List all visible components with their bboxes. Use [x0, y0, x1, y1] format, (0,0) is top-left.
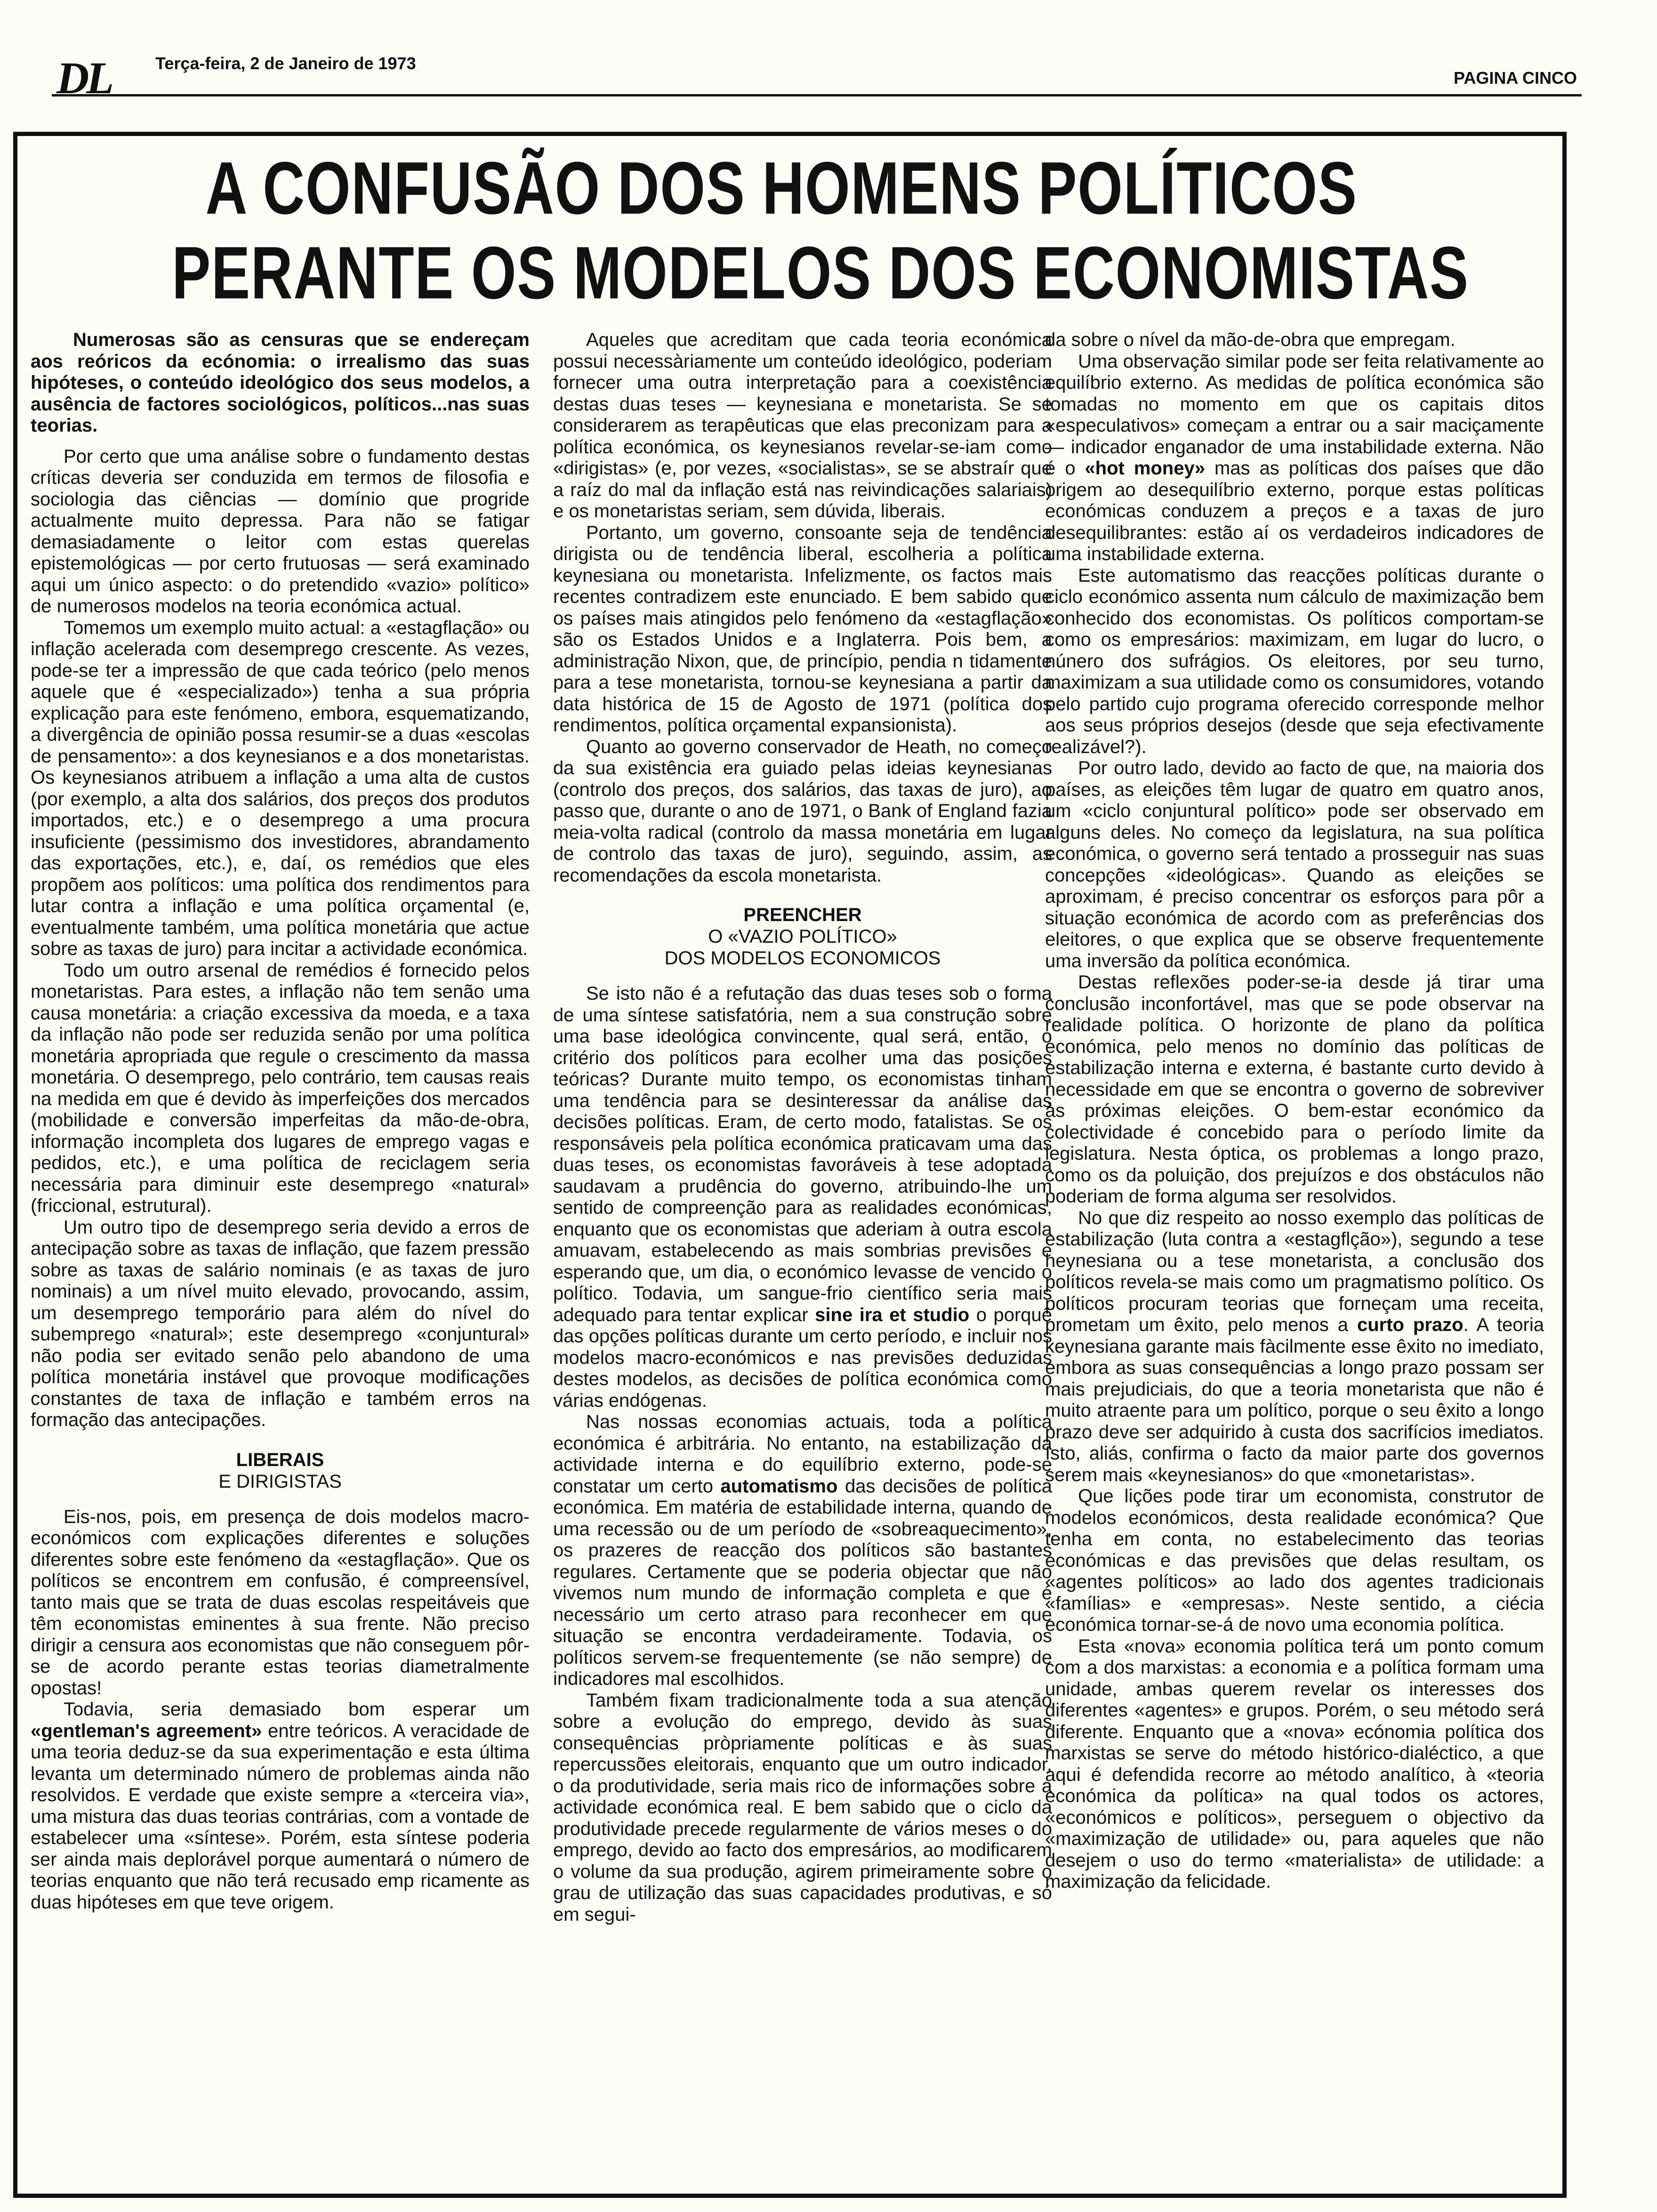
subheading-rest: DOS MODELOS ECONOMICOS [664, 948, 941, 969]
paragraph-continuation: da sobre o nível da mão-de-obra que empregam. [1045, 329, 1456, 350]
bold-phrase: automatismo [720, 1475, 838, 1497]
paragraph [1045, 351, 1544, 565]
paragraph: Portanto, um governo, consoante seja de tendência dirigista ou de tendência liberal, escolheria a política keynesiana ou monetarista. Infelizmente, os factos mais recentes contradizem este enunciado. E bem sabido que os países mais atingidos pelo fenómeno da «estagflação» são os Estados Unidos e a Inglaterra. Pois bem, a administração Nixon, que, de princípio, pendia n tidamente para a tese monetarista, tornou-se keynesiana a partir da data histórica de 15 de Agosto de 1971 (política dos rendimentos, política orçamental expansionista). [553, 522, 1052, 736]
paragraph-text: das decisões de política económica. Em matéria de estabilidade interna, quando de uma recessão ou de um período de «sobreaquecimento», os prazeres de reacção dos políticos são bastantes regulares. Certamente que se poderia objectar que não vivemos num mundo de informação completa e que é necessário um certo atraso para reconhecer em que situação se encontra verdadeiramente. Todavia, os políticos servem-se frequentemente (se não sempre) de indicadores mal escolhidos. [553, 1475, 1052, 1689]
paragraph-text: Uma observação similar pode ser feita relativamente ao equilíbrio externo. As medidas de política económica são tomadas no momento em que os capitais ditos «especulativos» começam a entrar ou a sair maciçamente — indicador enganador de uma instabilidade externa. Não é o [1045, 351, 1544, 479]
paragraph: Este automatismo das reacções políticas durante o ciclo económico assenta num cálculo de maximização bem conhecido dos economistas. Os políticos comportam-se como os empresários: maximizam, em lugar do lucro, o núnero dos sufrágios. Os eleitores, por seu turno, maximizam a sua utilidade como os consumidores, votando pelo partido cujo programa oferecido corresponde melhor aos seus próprios desejos (desde que seja efectivamente realizável?). [1045, 565, 1544, 757]
paragraph: Aqueles que acreditam que cada teoria económica possui necessàriamente um conteúdo ideológico, poderiam fornecer uma outra interpretação para a coexistência destas duas teses — keynesiana e monetarista. Se se considerarem as terapêuticas que elas preconizam para a política económica, os keynesianos revelar-se-iam como «dirigistas» (e, por vezes, «socialistas», se se abstraír que a raíz do mal da inflação está nas reivindicações salariais) e os monetaristas seriam, sem dúvida, liberais. [553, 329, 1052, 521]
bold-phrase: curto prazo [1357, 1314, 1464, 1335]
column-1 [31, 329, 530, 2174]
headline-line-2: PERANTE OS MODELOS DOS ECONOMISTAS [172, 232, 1469, 314]
subheading-top: LIBERAIS [236, 1449, 324, 1470]
paragraph [553, 1411, 1052, 1690]
paragraph: Um outro tipo de desemprego seria devido a erros de antecipação sobre as taxas de inflação, que fazem pressão sobre as taxas de salário nominais (e as taxas de juro nominais) a um nível muito elevado, provocando, assim, um desemprego temporário para além do nível do subemprego «natural»; este desemprego «conjuntural» não podia ser evitado senão pelo abandono de uma política monetária instável que provoque modificações constantes de taxa de inflação e também erros na formação das antecipações. [31, 1217, 530, 1430]
paragraph: Todo um outro arsenal de remédios é fornecido pelos monetaristas. Para estes, a inflação não tem senão uma causa monetária: a criação excessiva da moeda, e a taxa da inflação não pode ser reduzida senão por uma política monetária apropriada que regule o crescimento da massa monetária. O desemprego, pelo contrário, tem causas reais na medida em que é devido às imperfeições dos mercados (mobilidade e conversão imperfeitas da mão-de-obra, informação incompleta dos lugares de emprego vagas e pedidos, etc.), e uma política de reciclagem seria necessária para diminuir este desemprego «natural» (friccional, estrutural). [31, 960, 530, 1216]
subheading-liberais [31, 1449, 530, 1492]
paragraph [553, 983, 1052, 1411]
paragraph: Que lições pode tirar um economista, construtor de modelos económicos, desta realidade económica? Que tenha em conta, no estabelecimento das teorias económicas e das previsões que delas resultam, os «agentes políticos» ao lado dos agentes tradicionais «famílias» e «empresas». Neste sentido, a ciécia económica tornar-se-á de novo uma economia política. [1045, 1486, 1544, 1635]
paragraph [1045, 1208, 1544, 1486]
subheading-mid: O «VAZIO POLÍTICO» [708, 926, 897, 947]
newspaper-logo: DL [56, 53, 111, 103]
paragraph-text: mas as políticas dos países que dão origem ao desequilíbrio externo, porque estas políticas económicas conduzem a preços e a taxas de juro desequilibrantes: estão aí os verdadeiros indicadores de uma instabilidade externa. [1045, 458, 1544, 564]
paragraph: Destas reflexões poder-se-ia desde já tirar uma conclusão inconfortável, mas que se pode observar na realidade política. O horizonte de plano da política económica, pelo menos no domínio das políticas de estabilização interna e externa, é bastante curto devido à necessidade em que se encontra o governo de sobreviver às próximas eleições. O bem-estar económico da colectividade é concebido para o período limite da legislatura. Nesta óptica, os problemas a longo prazo, como os da poluição, dos prejuízos e dos obstáculos não poderiam de forma alguma ser resolvidos. [1045, 972, 1544, 1207]
issue-date: Terça-feira, 2 de Janeiro de 1973 [155, 54, 416, 73]
masthead [52, 42, 1582, 103]
paragraph-text: entre teóricos. A veracidade de uma teoria deduz-se da sua experimentação e esta última levanta um determinado número de problemas ainda não resolvidos. E verdade que existe sempre a «terceira via», uma mistura das duas teorias contrárias, com a vontade de estabelecer uma «síntese». Porém, esta síntese poderia ser ainda mais deplorável porque aumentará o número de teorias enquanto que não terá recusado emp ricamente as duas hipóteses em que teve origem. [31, 1720, 530, 1913]
bold-phrase: sine ira et studio [815, 1304, 970, 1325]
paragraph-text: o porquê das opções políticas durante um certo período, e incluir nos modelos macro-económicos e nas previsões deduzidas destes modelos, as decisões de política económica como várias endógenas. [553, 1304, 1052, 1411]
paragraph: Também fixam tradicionalmente toda a sua atenção sobre a evolução do emprego, devido às suas consequências pròpriamente políticas e às suas repercussões eleitorais, enquanto que um outro indicador, o da produtividade, seria mais rico de informações sobre a actividade económica real. E bem sabido que o ciclo da produtividade precede regularmente de vários meses o do emprego, devido ao facto dos empresários, ao modificarem o volume da sua produção, agirem primeiramente sobre o grau de utilização das suas capacidades produtivas, e só em segui- [553, 1690, 1052, 1925]
column-3 [1045, 329, 1544, 2174]
page-label: PAGINA CINCO [1453, 68, 1577, 88]
paragraph-text: . A teoria keynesiana garante mais fàcilmente esse êxito no imediato, embora as suas consequências a longo prazo possam ser mais prejudiciais, do que a teoria monetarista que não é muito atraente para um político, porque o seu êxito a longo prazo deve ser adquirido à custa dos sacrifícios imediatos. Isto, aliás, confirma o facto da maior parte dos governos serem mais «keynesianos» do que «monetaristas». [1045, 1314, 1544, 1485]
article-lead: Numerosas são as censuras que se endereçam aos reóricos da ecónomia: o irrealismo das suas hipóteses, o conteúdo ideológico dos seus modelos, a ausência de factores sociológicos, políticos...nas suas teorias. [31, 329, 530, 436]
subheading-top: PREENCHER [743, 905, 862, 925]
paragraph: Esta «nova» economia política terá um ponto comum com a dos marxistas: a economia e a política formam uma unidade, ambas querem revelar os interesses dos diferentes «agentes» e grupos. Porém, o seu método será diferente. Enquanto que a «nova» ecónomia política dos marxistas se serve do método histórico-dialéctico, a que aqui é defendida recorre ao método analítico, à «teoria económica da política» na qual todos os actores, «económicos e políticos», perseguem o objectivo da «maximização de utilidade» ou, para aqueles que não desejem o uso do termo «materialista» de utilidade: a maximização da felicidade. [1045, 1635, 1544, 1892]
paragraph: Por outro lado, devido ao facto de que, na maioria dos países, as eleições têm lugar de quatro em quatro anos, um «ciclo conjuntural político» pode ser observado em alguns deles. No começo da legislatura, na sua política económica, o governo será tentado a prosseguir nas suas concepções «ideológicas». Quando as eleições se aproximam, é preciso concentrar os esforços para pôr a situação económica de acordo com as preferências dos eleitores, o que explica que se observe frequentemente uma inversão da política económica. [1045, 758, 1544, 971]
column-2 [553, 329, 1052, 2174]
bold-phrase: «hot money» [1085, 458, 1205, 479]
subheading-preencher [553, 904, 1052, 969]
paragraph-text: Se isto não é a refutação das duas teses sob o forma de uma síntese satisfatória, nem a sua construção sobre uma base ideológica convincente, qual será, então, o critério dos políticos para ecolher uma das posições teóricas? Durante muito tempo, os economistas tinham uma tendência para se desinteressar da análise das decisões políticas. Eram, de certo modo, fatalistas. Se os responsáveis pela política económica praticavam uma das duas teses, os economistas favoráveis à tese adoptada saudavam a prudência do governo, atribuindo-lhe um sentido de compreenção para as realidades económicas, enquanto que os economistas que aderiam à outra escola amuavam, estabelecendo as mais sombrias previsões e esperando que, um dia, o económico levasse de vencido o político. Todavia, um sangue-frio científico seria mais adequado para tentar explicar [553, 983, 1052, 1325]
paragraph [31, 1699, 530, 1913]
paragraph-text: Nas nossas economias actuais, toda a política económica é arbitrária. No entanto, na estabilização da actividade interna e do equilíbrio externo, pode-se constatar um certo [553, 1411, 1052, 1497]
headline-line-1: A CONFUSÃO DOS HOMENS POLÍTICOS [205, 147, 1358, 230]
paragraph: Tomemos um exemplo muito actual: a «estagflação» ou inflação acelerada com desemprego crescente. As vezes, pode-se ter a impressão de que cada teórico (pelo menos aquele que é «especializado») tenha a sua própria explicação para este fenómeno, embora, esquematizando, a divergência de opinião possa resumir-se a duas «escolas de pensamento»: a dos keynesianos e a dos monetaristas. Os keynesianos atribuem a inflação a uma alta de custos (por exemplo, a alta dos salários, dos preços dos produtos importados, etc.) e o desemprego a uma procura insuficiente (pessimismo dos investidores, abrandamento das exportações, etc.), e, daí, os remédios que eles propõem aos políticos: uma política dos rendimentos para lutar contra a inflação e uma política orçamental (e, eventualmente também, uma política monetária que actue sobre as taxas de juro) para incitar a actividade económica. [31, 617, 530, 959]
paragraph-text: Todavia, seria demasiado bom esperar um [64, 1699, 530, 1720]
paragraph: Por certo que uma análise sobre o fundamento destas críticas deveria ser conduzida em termos de filosofia e sociologia das ciências — domínio que progride actualmente muito depressa. Para não se fatigar demasiadamente o leitor com estas querelas epistemológicas — por certo frutuosas — será examinado aqui um único aspecto: o do pretendido «vazio» político» de numerosos modelos na teoria económica actual. [31, 446, 530, 617]
subheading-rest: E DIRIGISTAS [218, 1471, 342, 1492]
paragraph-text: No que diz respeito ao nosso exemplo das políticas de estabilização (luta contra a «estagflção»), segundo a tese heynesiana ou a tese monetarista, a conclusão dos políticos revela-se mais como um pragmatismo político. Os políticos procuram teorias que forneçam uma receita, prometam um êxito, pelo menos a [1045, 1207, 1544, 1335]
article-headline [172, 146, 1469, 315]
paragraph: Eis-nos, pois, em presença de dois modelos macro-económicos com explicações diferentes e soluções diferentes sobre este fenómeno da «estagflação». Que os políticos se encontrem em confusão, é compreensível, tanto mais que se trata de duas escolas respeitáveis que têm economistas eminentes à sua frente. Não preciso dirigir a censura aos economistas que não conseguem pôr-se de acordo perante estas teorias diametralmente opostas! [31, 1506, 530, 1699]
bold-phrase: «gentleman's agreement» [31, 1720, 262, 1741]
paragraph: Quanto ao governo conservador de Heath, no começo da sua existência era guiado pelas ideias keynesianas (controlo dos preços, dos salários, das taxas de juro), ao passo que, durante o ano de 1971, o Bank of England fazia meia-volta radical (controlo da massa monetária em lugar de controlo das taxas de juro), seguindo, assim, as recomendações da escola monetarista. [553, 736, 1052, 886]
